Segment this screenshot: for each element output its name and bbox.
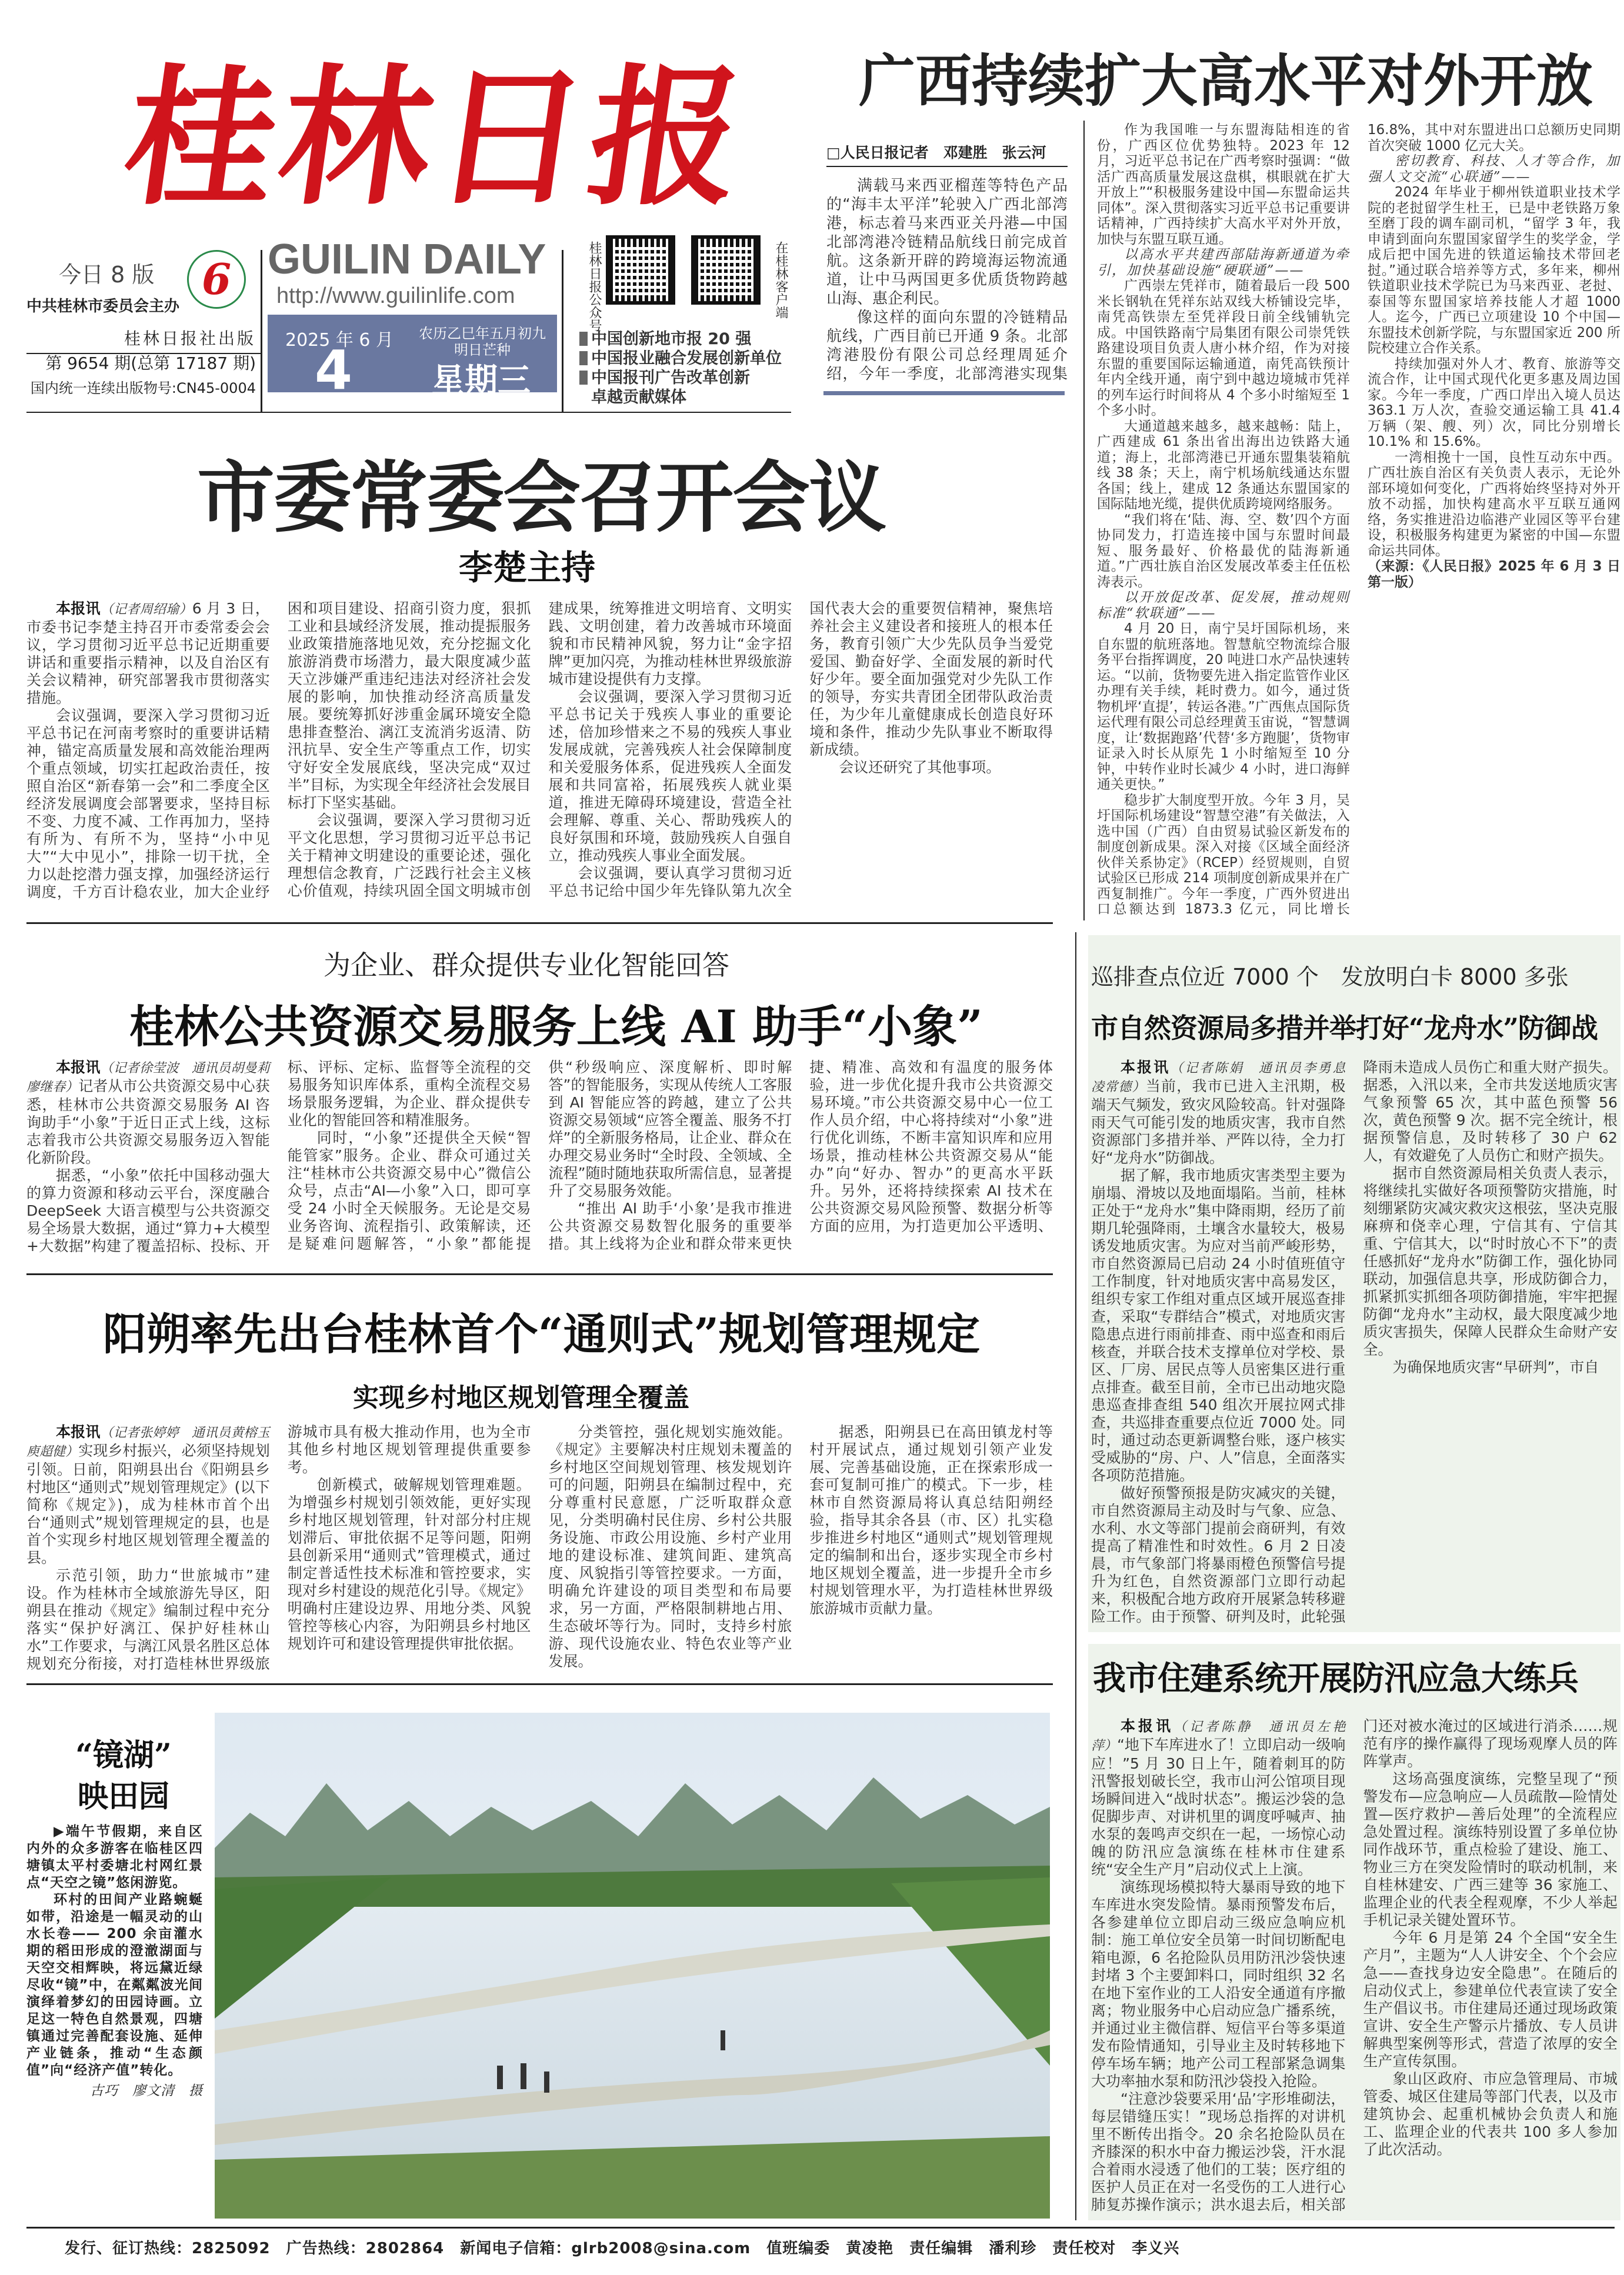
paragraph: 实现乡村振兴，必须坚持规划引领。日前，阳朔县出台《阳朔县乡村地区“通则式”规划管理规定》(以下简称《规定》)，成为桂林市首个出台“通则式”规划管理规定的县，也是首个实现乡村地区规划管理全覆盖的县。 (26, 1442, 270, 1566)
paragraph: 这场高强度演练，完整呈现了“预警发布—应急响应—人员疏散—险情处置—医疗救护—善后处理”的全流程应急处置过程。演练特别设置了多单位协同作战环节，重点检验了建设、施工、物业三方在突发险情时的联动机制，来自桂林建安、广西三建等 36 家施工、监理企业的代表全程观摩，不少人举起手机记录关键处置环节。 (1363, 1770, 1618, 1929)
paragraph: 示范引领，助力“世旅城市”建设。作为桂林市全域旅游先导区，阳朔县在推动《规定》编制过程中充分落实“保护好漓江、保护好桂林山水”工作要求，与漓江风景名胜区总体规划充分衔接，对打造桂林世界级旅游城市具有极大推动作用，也为全市其他乡村地区规划管理提供重要参考。 (26, 1423, 531, 1672)
paragraph: 做好预警预报是防灾减灾的关键，市自然资源局主动及时与气象、应急、水利、水文等部门提前会商研判，有效提高了精准性和时效性。6 月 2 日凌晨，市气象部门将暴雨橙色预警信号提升为红色，自然资源部门立即行动起来，积极配合地方政府开展紧急转移避险工作。由于预警、研判及时，此轮强降雨未造成人员伤亡和重大财产损失。据悉，入汛以来，全市共发送地质灾害气象预警 65 次，其中蓝色预警 56 次，黄色预警 9 次。据不完全统计，根据预警信息，及时转移了 30 户 62 人，有效避免了人员伤亡和财产损失。 (1091, 1059, 1618, 1625)
paragraph: 为确保地质灾害“早研判”，市自 (1392, 1359, 1599, 1376)
divider (26, 1683, 1053, 1685)
byline: （记者周绍瑜） (100, 602, 192, 617)
dateline: 本报讯 (56, 600, 101, 617)
award-emblem-icon (187, 250, 246, 309)
paragraph: 今年 6 月是第 24 个全国“安全生产月”，主题为“人人讲安全、个个会应急——查找身边安全隐患”。在随后的启动仪式上，参建单位代表宣读了安全生产倡议书。市住建局还通过现场政策宣讲、安全生产警示片播放、专人员讲解典型案例等形式，营造了浓厚的安全生产宣传氛围。 (1363, 1929, 1618, 2070)
issue-number: 第 9654 期(总第 17187 期) (45, 353, 256, 373)
dateline: 本报讯 (1121, 1059, 1171, 1076)
section-subhead: 密切教育、科技、人才等合作，加强人文交流“心联通”—— (1368, 154, 1620, 185)
paragraph: 同时，“小象”还提供全天候“智能管家”服务。企业、群众可通过关注“桂林市公共资源交易中心”微信公众号，点击“AI—小象”入口，即可享受 24 小时全天候服务。无论是交易业务咨询、流程指引、政策解读，还是疑难问题解答，“小象”都能提供“秒级响应、深度解析、即时解答”的智能服务，实现从传统人工客服到 AI 智能应答的跨越，建立了公共资源交易领域“应答全覆盖、服务不打烊”的全新服务格局，让企业、群众在办理交易业务时“全时段、全领域、全流程”随时随地获取所需信息，显著提升了交易服务效能。 (287, 1059, 792, 1252)
paragraph: 当前，我市已进入主汛期，极端天气频发，致灾风险较高。针对强降雨天气可能引发的地质灾害，我市自然资源部门多措并举、严阵以待，全力打好“龙舟水”防御战。 (1091, 1078, 1346, 1166)
dateline: 本报讯 (1121, 1717, 1174, 1734)
paragraph: 会议强调，要深入学习贯彻习近平总书记在河南考察时的重要讲话精神，锚定高质量发展和高效能治理两个重点领域，切实扛起政治责任，按照自治区“新春第一会”和二季度全区经济发展调度会部署要求，坚持目标不变、力度不减、工作再加力，坚持有所为、有所不为，坚持“小中见大”“大中见小”，排除一切干扰，全力以赴挖潜力强支撑，加强经济运行调度，千方百计稳农业，加大企业纾困和项目建设、招商引资力度，狠抓工业和县域经济发展，推动提振服务业政策措施落地见效，充分挖掘文化旅游消费市场潜力，最大限度减少蓝天立涉嫌严重违纪违法对经济社会发展的影响，加快推动经济高质量发展。要统筹抓好涉重金属环境安全隐患排查整治、漓江支流消劣返清、防汛抗旱、安全生产等重点工作，切实守好安全发展底线，坚决完成“双过半”目标，为实现全年经济社会发展目标打下坚实基础。 (26, 600, 531, 900)
committee-body (26, 600, 1053, 906)
byline: （记者陈娟 通讯员李勇息 凌常德） (1091, 1061, 1359, 1095)
honor: 卓越贡献媒体 (591, 388, 686, 406)
paragraph: 会议强调，要深入学习贯彻习近平总书记关于残疾人事业的重要论述，倍加珍惜来之不易的残疾人事业发展成就，完善残疾人社会保障制度和关爱服务体系，促进残疾人全面发展和共同富裕，拓展残疾人就业渠道，推进无障碍环境建设，营造全社会理解、尊重、关心、帮助残疾人的良好氛围和环境，鼓励残疾人自强自立，推动残疾人事业全面发展。 (548, 688, 792, 864)
weekday: 星期三 (432, 362, 531, 400)
paragraph: “地下车库进水了！立即启动一级响应！”5 月 30 日上午，随着刺耳的防汛警报划破长空，我市山河公馆项目现场瞬间进入“战时状态”。搬运沙袋的急促脚步声、对讲机里的调度呼喊声、抽水泵的轰鸣声交织在一起，一场惊心动魄的防汛应急演练在桂林市住建系统“安全生产月”启动仪式上上演。 (1091, 1736, 1346, 1878)
day: 4 (315, 339, 353, 402)
emblem-number: 6 (201, 254, 232, 304)
top-story-body (1097, 122, 1620, 919)
paragraph: 大通道越来越多，越来越畅：陆上，广西建成 61 条出省出海出边铁路大通道；海上，北部湾港已开通东盟集装箱航线 38 条；天上，南宁机场航线通达东盟各国；线上，建成 12 条通达东盟国家的国际陆地光缆，提供优质跨境网络服务。 (1097, 418, 1350, 512)
paragraph: ▶端午节假期，来自区内外的众多游客在临桂区四塘镇太平村委塘北村网红景点“天空之镜”悠闲游览。 (26, 1824, 203, 1890)
paragraph: 一湾相挽十一国，良性互动东中西。广西壮族自治区有关负责人表示，无论外部环境如何变化，广西将始终坚持对外开放不动摇，加快构建高水平互联互通网络，务实推进沿边临港产业园区等平台建设，积极服务构建更为紧密的中国—东盟命运共同体。 (1368, 449, 1620, 559)
paragraph: 4 月 20 日，南宁吴圩国际机场，来自东盟的航班落地。智慧航空物流综合服务平台指挥调度，20 吨进口水产品快速转运。“以前，货物要先进入指定监管作业区办理有关手续，耗时费力。如今，通过货物机坪‘直提’，转运各港。”广西焦点国际货运代理有限公司总经理黄玉宙说，“智慧调度，让‘数据跑路’代替‘多方跑腿’，货物审证录入时长从原先 1 小时缩短至 10 分钟，中转作业时长减少 4 小时，进口海鲜通关更快。” (1097, 621, 1350, 792)
paragraph: 满载马来西亚榴莲等特色产品的“海丰太平洋”轮驶入广西北部湾港，标志着马来西亚关丹港—中国北部湾港冷链精品航线日前完成首航。这条新开辟的跨境海运物流通道，让中马两国更多优质货物跨越山海、惠企利民。 (826, 177, 1068, 308)
english-name: GUILIN DAILY (268, 236, 546, 283)
yangshuo-body (26, 1423, 1053, 1673)
photo-title-line: “镜湖” (75, 1737, 172, 1773)
ai-body (26, 1059, 1053, 1256)
top-story-byline: □人民日报记者 邓建胜 张云河 (826, 141, 1068, 167)
top-story-col1 (826, 176, 1068, 382)
byline: （记者陈静 通讯员左艳萍） (1091, 1720, 1346, 1753)
flood-body (1091, 1059, 1618, 1626)
publisher: 桂林日报社出版 (124, 329, 256, 348)
lunar-date: 农历乙巳年五月初九 (419, 325, 546, 342)
source-note: （来源：《人民日报》2025 年 6 月 3 日第一版） (1368, 559, 1620, 590)
paragraph: “注意沙袋要采用‘品’字形堆砌法，每层错缝压实！”现场总指挥的对讲机里不断传出指令。20 余名抢险队员在齐膝深的积水中奋力搬运沙袋，汗水混合着雨水浸透了他们的工装；医疗组的医护人员正在对一名受伤的工人进行心肺复苏操作演示；洪水退去后，相关部门还对被水淹过的区域进行消杀……规范有序的操作赢得了现场观摩人员的阵阵掌声。 (1091, 1717, 1618, 2213)
flood-kicker: 巡排查点位近 7000 个 发放明白卡 8000 多张 (1091, 964, 1569, 990)
qr-code-app-icon[interactable] (691, 235, 761, 305)
paragraph: 据了解，我市地质灾害类型主要为崩塌、滑坡以及地面塌陷。当前，桂林正处于“龙舟水”集中降雨期，经历了前期几轮强降雨，土壤含水量较大，极易诱发地质灾害。为应对当前严峻形势，市自然资源局已启动 24 小时值班值守工作制度，针对地质灾害中高易发区，组织专家工作组对重点区域开展巡查排查，采取“专群结合”模式，对地质灾害隐患点进行雨前排查、雨中巡查和雨后核查，并联合技术支撑单位对学校、景区、厂房、居民点等人员密集区进行重点排查。截至目前，全市已出动地灾隐患巡查排查组 540 组次开展拉网式排查，共巡排查重要点位近 7000 处。同时，通过动态更新调整台账，逐户核实受威胁的“房、户、人”信息，全面落实各项防范措施。 (1091, 1167, 1346, 1484)
section-subhead: 以开放促改革、促发展，推动规则标准“软联通”—— (1097, 590, 1350, 621)
paragraph: 据悉，阳朔县已在高田镇龙村等村开展试点，通过规划引领产业发展、完善基础设施，正在探索形成一套可复制可推广的模式。下一步，桂林市自然资源局将认真总结阳朔经验，指导其余各县（市、区）扎实稳步推进乡村地区“通则式”规划管理规定的编制和出台，逐步实现全市乡村地区规划全覆盖，进一步提升全市乡村规划管理水平，为打造桂林世界级旅游城市贡献力量。 (809, 1423, 1053, 1617)
photo-landscape (215, 1713, 1050, 2219)
paragraph: 会议还研究了其他事项。 (839, 759, 1001, 776)
paragraph: 演练现场模拟特大暴雨导致的地下车库进水突发险情。暴雨预警发布后，各参建单位立即启动三级应急响应机制：施工单位安全员第一时间切断配电箱电源，6 名抢险队员用防汛沙袋快速封堵 3 个主要卸料口，同时组织 32 名在地下室作业的工人沿安全通道有序撤离；物业服务中心启动应急广播系统，并通过业主微信群、短信平台等多渠道发布险情通知，引导业主及时转移地下停车场车辆；地产公司工程部紧急调集大功率抽水泵和防汛沙袋投入抢险。 (1091, 1879, 1346, 2090)
qr-label-wechat: 桂林日报公众号 (587, 241, 602, 332)
paragraph: 象山区政府、市应急管理局、市城管委、城区住建局等部门代表，以及市建筑协会、起重机械协会负责人和施工、监理企业的代表共 100 多人参加了此次活动。 (1363, 2070, 1618, 2158)
honor: 中国报刊广告改革创新 (591, 369, 750, 387)
photo-title (56, 1735, 191, 1817)
date-box (268, 315, 557, 402)
serial-number: 国内统一连续出版物号:CN45-0004 (30, 380, 256, 396)
paragraph: 据悉，“小象”依托中国移动强大的算力资源和移动云平台，深度融合 DeepSeek 大语言模型与公共资源交易全场景大数据，通过“算力+大模型+大数据”构建了覆盖招标、投标、开标、评标、定标、监督等全流程的交易服务知识库体系，重构全流程交易场景服务逻辑，为企业、群众提供专业化的智能回答和精准服务。 (26, 1059, 531, 1255)
drill-body (1091, 1717, 1618, 2217)
divider (26, 1273, 1053, 1275)
photo-credit: 古巧 廖文清 摄 (90, 2083, 203, 2099)
yangshuo-subhead: 实现乡村地区规划管理全覆盖 (353, 1383, 689, 1413)
flood-headline[interactable]: 市自然资源局多措并举打好“龙舟水”防御战 (1091, 1012, 1598, 1044)
committee-subhead: 李楚主持 (459, 548, 596, 588)
paragraph: 会议强调，要认真学习贯彻习近平总书记给中国少年先锋队第九次全国代表大会的重要贺信精神，聚焦培养社会主义建设者和接班人的根本任务，教育引领广大少先队员争当爱党爱国、勤奋好学、全面发展的新时代好少年。要全面加强党对少先队工作的领导，夯实共青团全团带队政治责任，为少年儿童健康成长创造良好环境和条件，推动少先队事业不断取得新成绩。 (548, 600, 1053, 899)
year-month: 2025 年 6 月 (285, 330, 394, 351)
publication-info (12, 326, 256, 401)
paragraph: 环村的田间产业路蜿蜒如带，沿途是一幅灵动的山水长卷—— 200 余亩灌水期的稻田形成的澄澈湖面与天空交相辉映，将远黛近绿尽收“镜”中，在粼粼波光间演绎着梦幻的田园诗画。立足这一特色自然景观，四塘镇通过完善配套设施、延伸产业链条，推动“生态颜值”向“经济产值”转化。 (26, 1892, 203, 2078)
paragraph: “推出 AI 助手‘小象’是我市推进公共资源交易数智化服务的重要举措。其上线将为企业和群众带来更快捷、精准、高效和有温度的服务体验，进一步优化提升我市公共资源交易环境。”市公共资源交易中心一位工作人员介绍，中心将持续对“小象”进行优化训练，不断丰富知识库和应用场景，推动桂林公共资源交易从“能办”向“好办、智办”的更高水平跃升。另外，还将持续探索 AI 技术在公共资源交易风险预警、数据分析等方面的应用，为打造更加公平透明、 (548, 1059, 1053, 1252)
paragraph: 记者从市公共资源交易中心获悉，桂林市公共资源交易服务 AI 咨询助手“小象”于近日正式上线，这标志着我市公共资源交易服务迈入智能化新阶段。 (26, 1078, 270, 1166)
paragraph: 持续加强对外人才、教育、旅游等交流合作，让中国式现代化更多惠及周边国家。今年一季度，广西口岸出入境人员达 363.1 万人次，查验交通运输工具 41.4 万辆（架、艘、列）次，同比分别增长 10.1% 和 15.6%。 (1368, 356, 1620, 449)
footer-divider (26, 2227, 1615, 2229)
accent-bar (823, 391, 1065, 395)
paragraph: 创新模式，破解规划管理难题。为增强乡村规划引领效能，更好实现乡村地区规划管理，针对部分村庄规划滞后、审批依据不足等问题，阳朔县创新采用“通则式”管理模式，通过制定普适性技术标准和管控要求，实现对乡村建设的规范化引导。《规定》明确村庄建设边界、用地分类、风貌管控等核心内容，为阳朔县乡村地区规划许可和建设管理提供审批依据。 (287, 1476, 531, 1652)
ai-kicker: 为企业、群众提供专业化智能回答 (324, 949, 729, 981)
qr-code-wechat-icon[interactable] (606, 235, 675, 305)
paragraph: 据市自然资源局相关负责人表示，将继续扎实做好各项预警防灾措施，时刻绷紧防灾减灾救灾这根弦，坚决克服麻痹和侥幸心理，宁信其有、宁信其重、宁信其大，以“时时放心不下”的责任感抓好“龙舟水”防御工作，强化协同联动，加强信息共享，形成防御合力，抓紧抓实抓细各项防御措施，牢牢把握防御“龙舟水”主动权，最大限度减少地质灾害损失，保障人民群众生命财产安全。 (1363, 1165, 1618, 1358)
top-story-headline[interactable]: 广西持续扩大高水平对外开放 (859, 48, 1593, 114)
divider (1083, 121, 1085, 920)
solar-term: 明日芒种 (454, 342, 511, 358)
footer-info: 发行、征订热线：2825092 广告热线：2802864 新闻电子信箱：glrb2008@sina.com 值班编委 黄凌艳 责任编辑 潘利珍 责任校对 李义兴 (65, 2240, 1180, 2257)
photo-caption (26, 1823, 203, 2100)
qr-label-app: 在桂林客户端 (773, 241, 788, 319)
website-url[interactable]: http://www.guilinlife.com (276, 283, 515, 308)
photo-title-line: 映田园 (77, 1779, 169, 1814)
newspaper-logo: 桂林日报 (114, 50, 758, 226)
honor: 中国创新地市报 20 强 (591, 330, 752, 348)
byline: （记者张婷婷 通讯员黄榕玉 庾超健） (26, 1426, 283, 1459)
divider (26, 922, 1053, 924)
pages-today: 今日 8 版 (59, 262, 155, 288)
divider (261, 250, 262, 412)
paragraph: 作为我国唯一与东盟海陆相连的省份，广西区位优势独特。2023 年 12 月，习近平总书记在广西考察时强调：“做活广西高质量发展这盘棋，棋眼就在扩大开放上”“积极服务建设中国—东盟命运共同体”。深入贯彻落实习近平总书记重要讲话精神，广西持续扩大高水平对外开放，加快与东盟互联互通。 (1097, 122, 1350, 247)
dateline: 本报讯 (56, 1423, 101, 1440)
divider (562, 250, 563, 412)
committee-headline[interactable]: 市委常委会召开会议 (197, 453, 885, 543)
drill-headline[interactable]: 我市住建系统开展防汛应急大练兵 (1093, 1659, 1578, 1698)
byline: （记者徐莹波 通讯员胡曼莉 廖继春） (26, 1061, 283, 1095)
paragraph: 分类管控，强化规划实施效能。《规定》主要解决村庄规划未覆盖的乡村地区空间规划管理、核发规划许可的问题，阳朔县在编制过程中，充分尊重村民意愿，广泛听取群众意见，分类明确村民住房、乡村公共服务设施、市政公用设施、乡村产业用地的建设标准、建筑间距、建筑高度、风貌指引等管控要求。一方面，明确允许建设的项目类型和布局要求，另一方面，严格限制耕地占用、生态破坏等行为。同时，支持乡村旅游、现代设施农业、特色农业等产业发展。 (548, 1423, 792, 1670)
honors-list (579, 329, 782, 407)
yangshuo-headline[interactable]: 阳朔率先出台桂林首个“通则式”规划管理规定 (103, 1309, 981, 1360)
dateline: 本报讯 (56, 1059, 101, 1076)
paragraph: 6 月 3 日，市委书记李楚主持召开市委常委会会议，学习贯彻习近平总书记近期重要讲话和重要指示精神，以及自治区有关会议精神，研究部署我市贯彻落实措施。 (26, 600, 270, 706)
ai-headline[interactable]: 桂林公共资源交易服务上线 AI 助手“小象” (129, 1000, 983, 1053)
divider (26, 412, 791, 413)
honor: 中国报业融合发展创新单位 (591, 349, 782, 368)
paragraph: 会议强调，要深入学习贯彻习近平文化思想，学习贯彻习近平总书记关于精神文明建设的重要论述，强化理想信念教育，广泛践行社会主义核心价值观，持续巩固全国文明城市创建成果，统筹推进文明培育、文明实践、文明创建，着力改善城市环境面貌和市民精神风貌，努力让“金字招牌”更加闪亮，为推动桂林世界级旅游城市建设提供有力支撑。 (287, 600, 792, 899)
paragraph: 广西崇左凭祥市，随着最后一段 500 米长钢轨在凭祥东站双线大桥铺设完毕，南凭高铁崇左至凭祥段日前全线铺轨完成。中国铁路南宁局集团有限公司崇凭铁路建设项目负责人唐小林介绍，作为对接东盟的重要国际运输通道，南凭高铁预计年内全线开通，南宁到中越边境城市凭祥的列车运行时间将从 4 个多小时缩短至 1 个多小时。 (1097, 278, 1350, 418)
paragraph: 像这样的面向东盟的冷链精品航线，广西目前已开通 9 条。北部湾港股份有限公司总经理周延介绍，今年一季度，北部湾港实现集 (826, 309, 1068, 382)
sponsor: 中共桂林市委员会主办 (26, 298, 180, 315)
divider (1075, 932, 1076, 2220)
section-subhead: 以高水平共建西部陆海新通道为牵引，加快基础设施“硬联通”—— (1097, 247, 1350, 278)
paragraph: 稳步扩大制度型开放。今年 3 月，吴圩国际机场建设“智慧空港”有关做法，入选中国（广西）自由贸易试验区新发布的制度创新成果。深入对接《区域全面经济伙伴关系协定》（RCEP）经贸规则，自贸试验区已形成 214 项制度创新成果并在广西复制推广。今年一季度，广西外贸进出口总额达到 1873.3 亿元，同比增长 16.8%，其中对东盟进出口总额历史同期首次突破 1000 亿元大关。 (1097, 122, 1620, 917)
paragraph: 2024 年毕业于柳州铁道职业技术学院的老挝留学生杜王，已是中老铁路万象至磨丁段的调车副司机，“留学 3 年，我申请到面向东盟国家留学生的奖学金，学成后把中国先进的铁道运输技术带回老挝。”通过联合培养等方式，多年来，柳州铁道职业技术学院已为马来西亚、老挝、泰国等东盟国家培养技能人才超 1000 人。迄今，广西已立项建设 10 个中国—东盟技术创新学院，与东盟国家近 200 所院校建立合作关系。 (1368, 185, 1620, 356)
photo-sky-mirror-fields[interactable] (215, 1713, 1050, 2219)
paragraph: “我们将在‘陆、海、空、数’四个方面协同发力，打造连接中国与东盟时间最短、服务最好、价格最优的陆海新通道。”广西壮族自治区发展改革委主任伍松涛表示。 (1097, 512, 1350, 590)
